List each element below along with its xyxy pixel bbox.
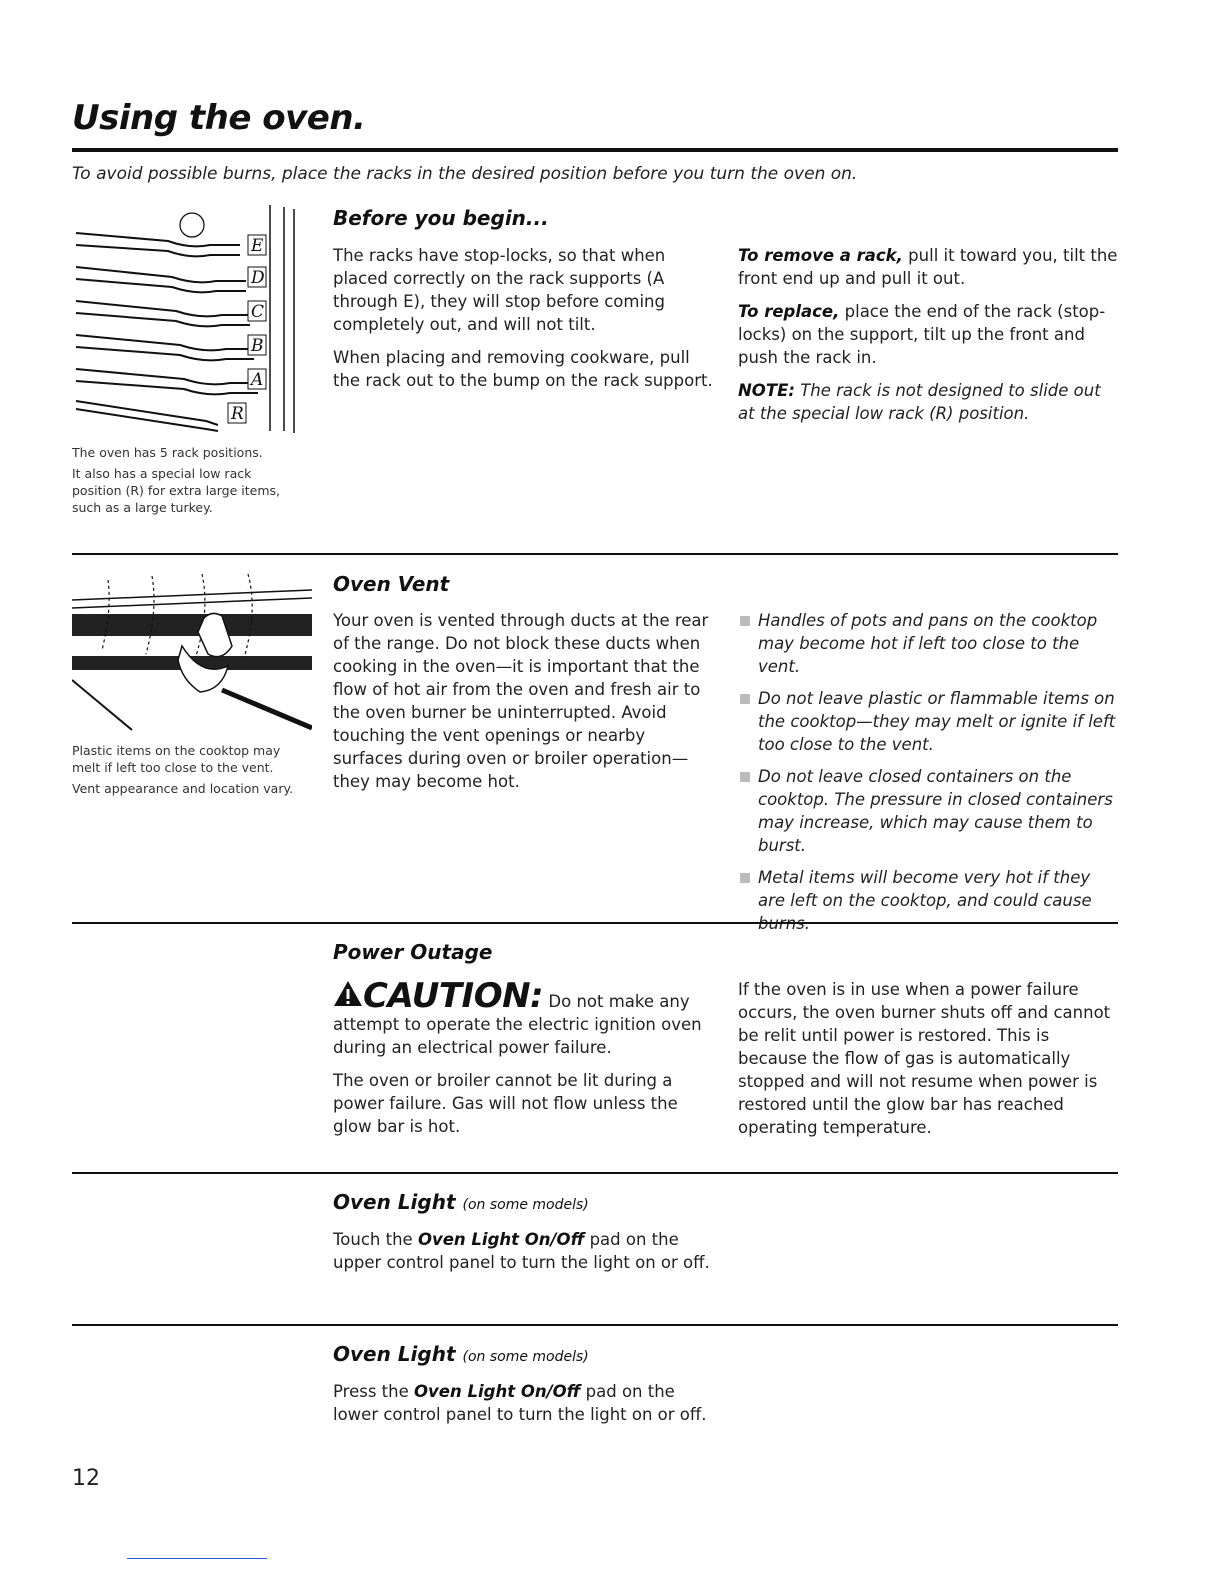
oven-light-upper-post: pad on the upper control panel to turn the light on or off. [333, 1230, 710, 1272]
title-rule [72, 148, 1118, 152]
section-divider [72, 1324, 1118, 1326]
note-label: NOTE: [738, 381, 795, 400]
oven-light-lower-title: Oven Light [333, 1342, 456, 1366]
oven-light-upper-title: Oven Light [333, 1190, 456, 1214]
before-right-column [738, 244, 1118, 435]
vent-bullet [738, 687, 1120, 756]
remove-rack-label: To remove a rack, [738, 246, 903, 265]
oven-light-upper-text [333, 1228, 717, 1284]
remove-rack-text: pull it toward you, tilt the front end up and pull it out. [738, 246, 1118, 288]
oven-light-lower-heading [333, 1342, 589, 1366]
rack-label-r: R [231, 404, 244, 424]
warning-triangle-icon [333, 980, 363, 1007]
vent-paragraph-1: Your oven is vented through ducts at the rear of the range. Do not block these ducts when cooking in the oven—it is important that the flow of hot air from the oven and fresh air to the oven burner be uninterrupted. Avoid touching the vent openings or nearby surfaces during oven or broiler operation—they may become hot. [333, 611, 709, 791]
vent-caption-2: Vent appearance and location vary. [72, 781, 294, 796]
vent-bullet [738, 609, 1120, 678]
vent-bullet-text: Do not leave plastic or flammable items on the cooktop—they may melt or ignite if left too close to the vent. [758, 689, 1116, 754]
vent-heading: Oven Vent [333, 572, 450, 596]
replace-rack-label: To replace, [738, 302, 840, 321]
caution-text: Do not make any attempt to operate the electric ignition oven during an electrical power failure. [333, 992, 702, 1057]
rack-caption-2: It also has a special low rack position (R) for extra large items, such as a large turkey. [72, 466, 280, 515]
remove-rack-paragraph [738, 244, 1118, 290]
note-paragraph [738, 379, 1118, 425]
vent-caption-1: Plastic items on the cooktop may melt if left too close to the vent. [72, 743, 281, 775]
vent-bullet-text: Metal items will become very hot if they are left on the cooktop, and could cause [758, 868, 1092, 910]
rack-label-a: A [251, 370, 264, 390]
oven-light-upper-note: (on some models) [462, 1197, 589, 1213]
section-divider [72, 553, 1118, 555]
vent-bullet [738, 866, 1120, 935]
outage-heading: Power Outage [333, 940, 493, 964]
before-heading: Before you begin... [333, 206, 549, 230]
oven-vent-illustration [72, 570, 312, 734]
vent-caption [72, 742, 302, 801]
oven-light-lower-paragraph [333, 1380, 717, 1426]
oven-light-upper-pad: Oven Light On/Off [417, 1230, 585, 1249]
rack-caption [72, 444, 302, 520]
outage-paragraph-3: If the oven is in use when a power failure occurs, the oven burner shuts off and cannot be relit until power is restored. This is because the flow of gas is automatically stopped and will not resume when power is restored until the glow bar has reached operating temperature. [738, 980, 1111, 1137]
rack-positions-illustration [72, 205, 312, 437]
outage-right-column [738, 978, 1122, 1149]
oven-light-upper-pre: Touch the [333, 1230, 418, 1249]
vent-bullet-text: Do not leave closed containers on the cooktop. The pressure in closed containers may increase, which may cause them to burst. [758, 767, 1113, 855]
note-text: The rack is not designed to slide out at the special low rack (R) position. [738, 381, 1101, 423]
section-divider [72, 922, 1118, 924]
outage-left-column [333, 976, 715, 1148]
oven-light-upper-paragraph [333, 1228, 717, 1274]
rack-label-d: D [251, 268, 265, 288]
oven-light-lower-post: pad on the lower control panel to turn the light on or off. [333, 1382, 707, 1424]
oven-light-lower-note: (on some models) [462, 1349, 589, 1365]
section-divider [72, 1172, 1118, 1174]
outage-paragraph-2: The oven or broiler cannot be lit during a power failure. Gas will not flow unless the glow bar is hot. [333, 1071, 678, 1136]
vent-bullet [738, 765, 1120, 857]
oven-light-lower-text [333, 1380, 717, 1436]
replace-rack-text: place the end of the rack (stop-locks) on the support, tilt up the front and push the rack in. [738, 302, 1106, 367]
caution-label: CAUTION: [363, 976, 544, 1016]
before-paragraph-2: When placing and removing cookware, pull the rack out to the bump on the rack support. [333, 348, 713, 390]
vent-bullet-list [738, 609, 1120, 944]
oven-light-lower-pre: Press the [333, 1382, 414, 1401]
before-paragraph-1: The racks have stop-locks, so that when placed correctly on the rack supports (A through E), they will stop before coming completely out, and will not tilt. [333, 246, 666, 334]
footer-line [127, 1558, 267, 1559]
page-subtitle: To avoid possible burns, place the racks in the desired position before you turn the oven on. [72, 164, 858, 184]
rack-caption-1: The oven has 5 rack positions. [72, 445, 263, 460]
page-number: 12 [72, 1466, 100, 1491]
rack-label-b: B [251, 336, 264, 356]
before-left-column [333, 244, 715, 402]
replace-rack-paragraph [738, 300, 1118, 369]
vent-bullet-text: Handles of pots and pans on the cooktop may become hot if left too close to the vent. [758, 611, 1098, 676]
vent-left-column [333, 609, 717, 803]
oven-light-upper-heading [333, 1190, 589, 1214]
page-title: Using the oven. [72, 98, 366, 138]
rack-label-e: E [251, 236, 264, 256]
oven-light-lower-pad: Oven Light On/Off [414, 1382, 581, 1401]
rack-label-c: C [251, 302, 265, 322]
caution-paragraph [333, 976, 715, 1059]
